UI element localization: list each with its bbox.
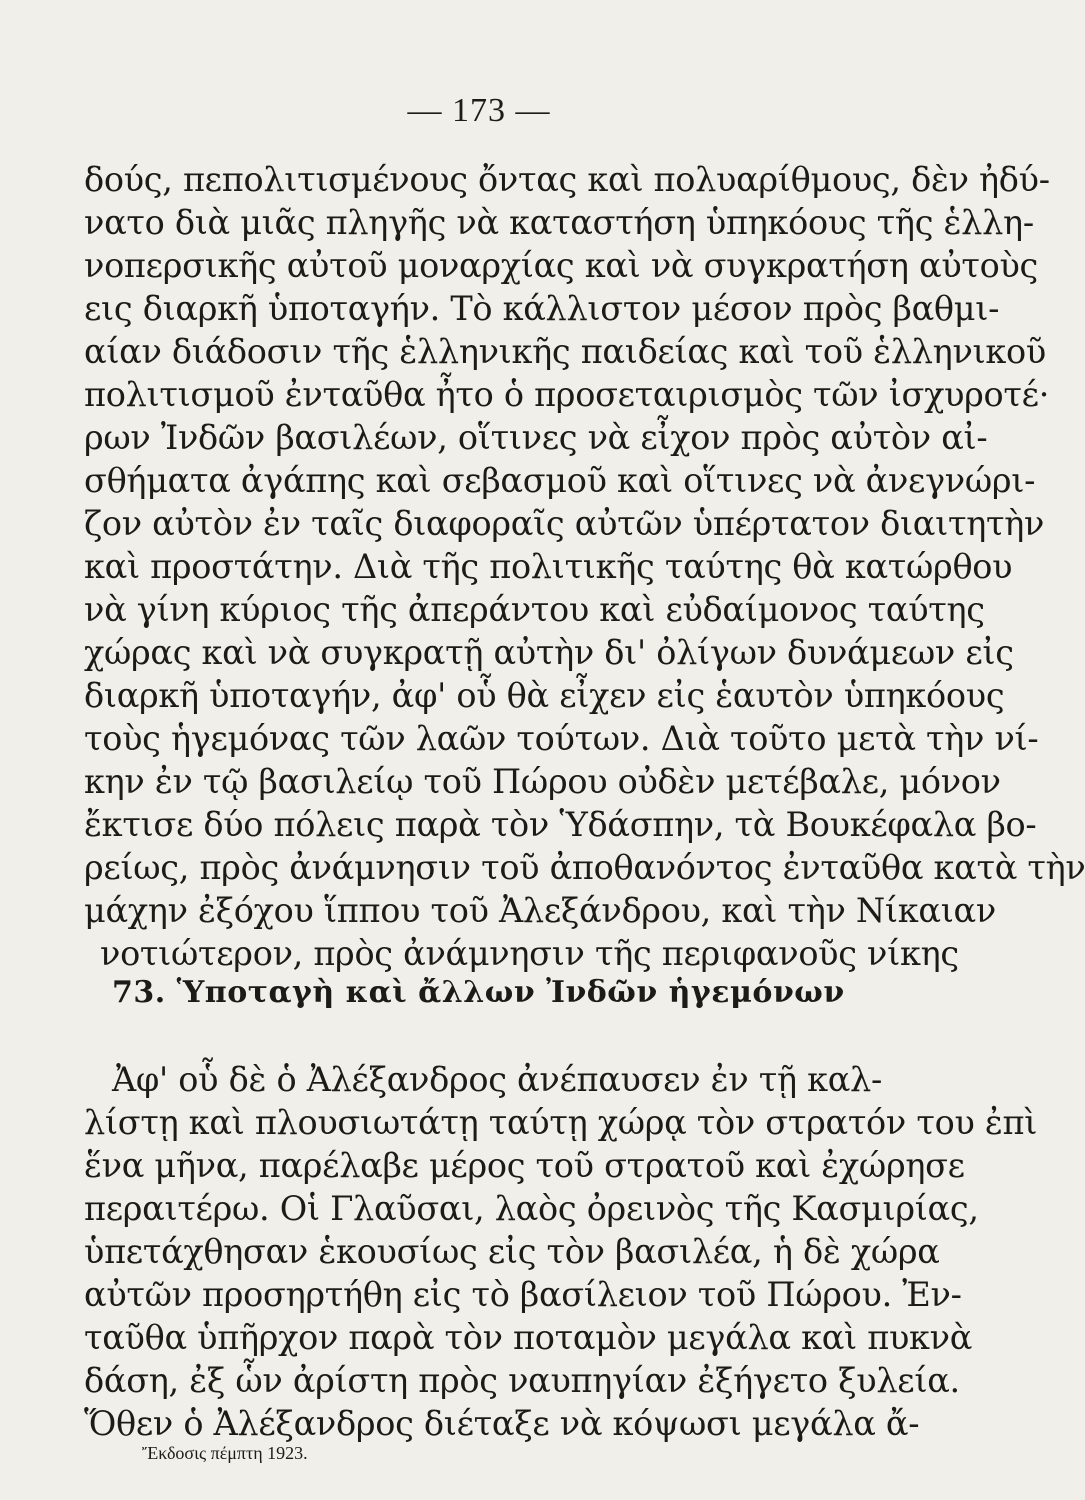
text-line: Ὅθεν ὁ Ἀλέξανδρος διέταξε νὰ κόψωσι μεγάλα ἄ- — [84, 1404, 920, 1443]
text-line: καὶ προστάτην. Διὰ τῆς πολιτικῆς ταύτης θὰ κατώρθου — [84, 547, 1013, 586]
text-line: εις διαρκῆ ὑποταγήν. Τὸ κάλλιστον μέσον πρὸς βαθμι- — [84, 289, 1000, 328]
text-line: κην ἐν τῷ βασιλείῳ τοῦ Πώρου οὐδὲν μετέβαλε, μόνον — [84, 762, 1001, 801]
text-line: μάχην ἐξόχου ἵππου τοῦ Ἀλεξάνδρου, καὶ τὴν Νίκαιαν — [84, 891, 996, 930]
text-line: ρείως, πρὸς ἀνάμνησιν τοῦ ἀποθανόντος ἐνταῦθα κατὰ τὴν — [84, 848, 1085, 887]
text-line: νὰ γίνη κύριος τῆς ἀπεράντου καὶ εὐδαίμονος ταύτης — [84, 590, 985, 629]
text-line: Ἀφ' οὗ δὲ ὁ Ἀλέξανδρος ἀνέπαυσεν ἐν τῇ καλ- — [112, 1060, 882, 1099]
text-line: νοτιώτερον, πρὸς ἀνάμνησιν τῆς περιφανοῦς νίκης — [100, 934, 959, 973]
text-line: χώρας καὶ νὰ συγκρατῇ αὐτὴν δι' ὀλίγων δυνάμεων εἰς — [84, 633, 1014, 672]
text-line: ὑπετάχθησαν ἑκουσίως εἰς τὸν βασιλέα, ἡ δὲ χώρα — [84, 1232, 940, 1271]
page-number: — 173 — — [407, 92, 551, 129]
text-line: διαρκῆ ὑποταγήν, ἀφ' οὗ θὰ εἶχεν εἰς ἑαυτὸν ὑπηκόους — [84, 676, 1005, 715]
text-line: τοὺς ἡγεμόνας τῶν λαῶν τούτων. Διὰ τοῦτο μετὰ τὴν νί- — [84, 719, 1039, 758]
text-line: ἕνα μῆνα, παρέλαβε μέρος τοῦ στρατοῦ καὶ ἐχώρησε — [84, 1146, 965, 1185]
text-line: νοπερσικῆς αὐτοῦ μοναρχίας καὶ νὰ συγκρατήση αὐτοὺς — [84, 246, 1039, 285]
text-line: ζον αὐτὸν ἐν ταῖς διαφοραῖς αὐτῶν ὑπέρτατον διαιτητὴν — [84, 504, 1045, 543]
text-line: αὐτῶν προσηρτήθη εἰς τὸ βασίλειον τοῦ Πώρου. Ἐν- — [84, 1275, 962, 1314]
section-heading: 73. Ὑποταγὴ καὶ ἄλλων Ἰνδῶν ἡγεμόνων — [112, 975, 845, 1010]
text-line: σθήματα ἀγάπης καὶ σεβασμοῦ καὶ οἵτινες νὰ ἀνεγνώρι- — [84, 461, 1036, 500]
text-line: νατο διὰ μιᾶς πληγῆς νὰ καταστήση ὑπηκόους τῆς ἑλλη- — [84, 203, 1034, 242]
text-line: δούς, πεπολιτισμένους ὄντας καὶ πολυαρίθμους, δὲν ἠδύ- — [84, 160, 1050, 199]
text-line: περαιτέρω. Οἱ Γλαῦσαι, λαὸς ὀρεινὸς τῆς Κασμιρίας, — [84, 1189, 979, 1228]
edition-footnote: Ἔκδοσις πέμπτη 1923. — [142, 1443, 308, 1463]
text-line: δάση, ἐξ ὧν ἀρίστη πρὸς ναυπηγίαν ἐξήγετο ξυλεία. — [84, 1361, 960, 1400]
text-line: ταῦθα ὑπῆρχον παρὰ τὸν ποταμὸν μεγάλα καὶ πυκνὰ — [84, 1318, 973, 1357]
text-line: πολιτισμοῦ ἐνταῦθα ἦτο ὁ προσεταιρισμὸς τῶν ἰσχυροτέ· — [84, 375, 1050, 414]
text-line: λίστῃ καὶ πλουσιωτάτῃ ταύτῃ χώρᾳ τὸν στρατόν του ἐπὶ — [84, 1103, 1038, 1142]
text-line: ἔκτισε δύο πόλεις παρὰ τὸν Ὑδάσπην, τὰ Βουκέφαλα βο- — [84, 805, 1037, 844]
text-line: αίαν διάδοσιν τῆς ἑλληνικῆς παιδείας καὶ τοῦ ἑλληνικοῦ — [84, 332, 1046, 371]
text-line: ρων Ἰνδῶν βασιλέων, οἵτινες νὰ εἶχον πρὸς αὐτὸν αἰ- — [84, 418, 988, 457]
